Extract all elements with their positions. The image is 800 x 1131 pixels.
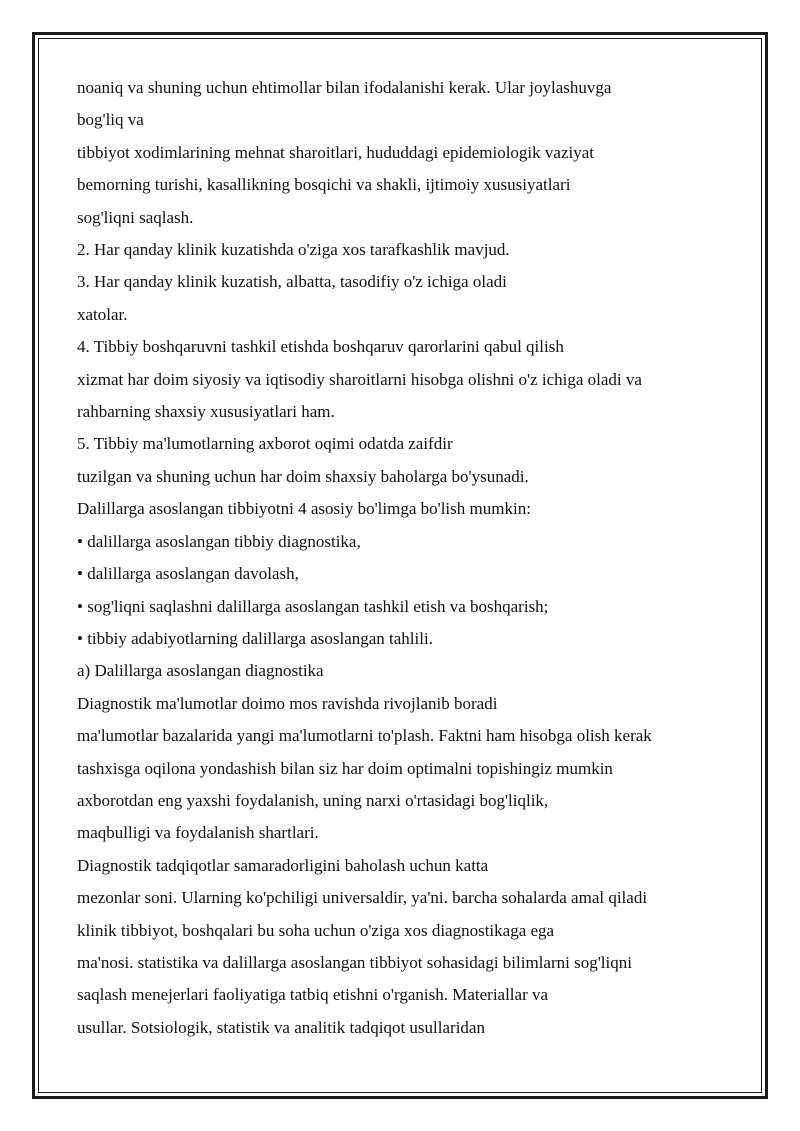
text-line: klinik tibbiyot, boshqalari bu soha uchun o'ziga xos diagnostikaga ega xyxy=(77,920,555,940)
text-line: tashxisga oqilona yondashish bilan siz har doim optimalni topishingiz mumkin xyxy=(77,758,613,778)
text-line: xatolar. xyxy=(77,304,128,324)
text-line: 2. Har qanday klinik kuzatishda o'ziga xos tarafkashlik mavjud. xyxy=(77,240,510,260)
list-item: • dalillarga asoslangan tibbiy diagnostika, xyxy=(77,531,361,551)
list-item: • dalillarga asoslangan davolash, xyxy=(77,564,299,584)
text-line: axborotdan eng yaxshi foydalanish, uning narxi o'rtasidagi bog'liqlik, xyxy=(77,790,549,810)
text-line: Diagnostik ma'lumotlar doimo mos ravishda rivojlanib boradi xyxy=(77,693,498,713)
text-line: tuzilgan va shuning uchun har doim shaxsiy baholarga bo'ysunadi. xyxy=(77,466,529,486)
section-heading: a) Dalillarga asoslangan diagnostika xyxy=(77,661,324,681)
text-line: maqbulligi va foydalanish shartlari. xyxy=(77,823,319,843)
document-body xyxy=(77,72,727,1044)
text-line: usullar. Sotsiologik, statistik va analitik tadqiqot usullaridan xyxy=(77,1017,485,1037)
text-line: 3. Har qanday klinik kuzatish, albatta, tasodifiy o'z ichiga oladi xyxy=(77,272,507,292)
text-line: rahbarning shaxsiy xususiyatlari ham. xyxy=(77,402,335,422)
list-item: • sog'liqni saqlashni dalillarga asoslangan tashkil etish va boshqarish; xyxy=(77,596,549,616)
text-line: noaniq va shuning uchun ehtimollar bilan ifodalanishi kerak. Ular joylashuvga xyxy=(77,78,612,97)
text-line: mezonlar soni. Ularning ko'pchiligi universaldir, ya'ni. barcha sohalarda amal qiladi xyxy=(77,888,648,908)
text-line: ma'nosi. statistika va dalillarga asoslangan tibbiyot sohasidagi bilimlarni sog'liqni xyxy=(77,952,632,972)
text-line: tibbiyot xodimlarining mehnat sharoitlari, hududdagi epidemiologik vaziyat xyxy=(77,142,594,162)
text-line: 5. Tibbiy ma'lumotlarning axborot oqimi odatda zaifdir xyxy=(77,434,453,454)
text-line: 4. Tibbiy boshqaruvni tashkil etishda boshqaruv qarorlarini qabul qilish xyxy=(77,337,564,357)
text-line: Dalillarga asoslangan tibbiyotni 4 asosiy bo'limga bo'lish mumkin: xyxy=(77,499,531,519)
text-line: sog'liqni saqlash. xyxy=(77,207,194,227)
text-line: Diagnostik tadqiqotlar samaradorligini baholash uchun katta xyxy=(77,855,489,875)
text-line: bog'liq va xyxy=(77,110,144,130)
text-line: saqlash menejerlari faoliyatiga tatbiq etishni o'rganish. Materiallar va xyxy=(77,985,549,1005)
list-item: • tibbiy adabiyotlarning dalillarga asoslangan tahlili. xyxy=(77,628,433,648)
text-line: xizmat har doim siyosiy va iqtisodiy sharoitlarni hisobga olishni o'z ichiga oladi va xyxy=(77,369,642,389)
text-line: bemorning turishi, kasallikning bosqichi va shakli, ijtimoiy xususiyatlari xyxy=(77,175,571,195)
text-line: ma'lumotlar bazalarida yangi ma'lumotlarni to'plash. Faktni ham hisobga olish kerak xyxy=(77,726,652,746)
